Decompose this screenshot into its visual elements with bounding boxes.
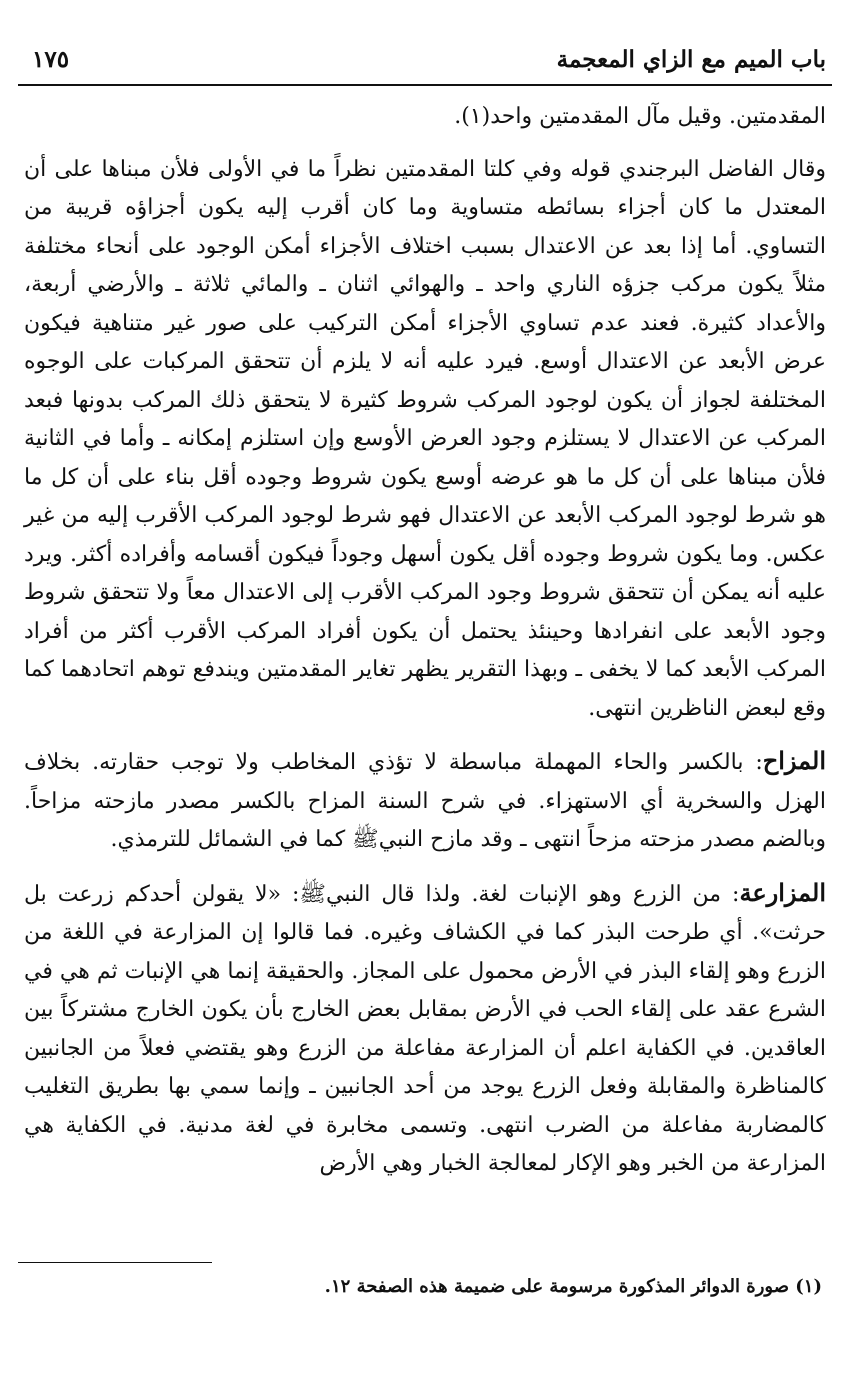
document-page <box>18 36 832 1356</box>
page-number: ١٧٥ <box>32 46 70 73</box>
entry-definition: : من الزرع وهو الإنبات لغة. ولذا قال النبيﷺ: «لا يقولن أحدكم زرعت بل حرثت». أي طرحت البذر كما في الكشاف وغيره. فما قالوا إن المزارعة في اللغة من الزرع وهو إلقاء البذر في الأرض محمول على المجاز. والحقيقة إنما هي الإنبات ثم هي في الشرع عقد على إلقاء الحب في الأرض بمقابل بعض الخارج بأن يكون الخارج مشتركاً بين العاقدين. في الكفاية اعلم أن المزارعة مفاعلة من الزرع وهو يقتضي فعلاً من الجانبين كالمناظرة والمقابلة وفعل الزرع يوجد من أحد الجانبين ـ وإنما سمي بها بطريق التغليب كالمضاربة مفاعلة من الضرب انتهى. وتسمى مخابرة في لغة مدنية. في الكفاية هي المزارعة من الخبر وهو الإكار لمعالجة الخبار وهي الأرض <box>24 881 827 1176</box>
footnote: (١) صورة الدوائر المذكورة مرسومة على ضميمة هذه الصفحة ١٢. <box>324 1276 822 1297</box>
entry-definition: : بالكسر والحاء المهملة مباسطة لا تؤذي المخاطب ولا توجب حقارته. بخلاف الهزل والسخرية أي الاستهزاء. في شرح السنة المزاح بالكسر مصدر مازحته مزاحاً. وبالضم مصدر مزحته مزحاً انتهى ـ وقد مازح النبيﷺ كما في الشمائل للترمذي. <box>24 750 826 852</box>
chapter-title: باب الميم مع الزاي المعجمة <box>556 46 826 73</box>
entry-mizah <box>24 742 826 860</box>
entry-headword: المزاح <box>762 746 826 775</box>
entry-headword: المزارعة <box>739 877 826 907</box>
paragraph-continuation <box>24 98 826 137</box>
paragraph-text: المقدمتين. وقيل مآل المقدمتين واحد(١). <box>454 104 826 129</box>
body-text <box>18 98 832 1184</box>
paragraph-text: وقال الفاضل البرجندي قوله وفي كلتا المقدمتين نظراً ما في الأولى فلأن مبناها على أن المعتدل ما كان أجزاء بسائطه متساوية وما كان أقرب إليه يكون أجزاؤه قريبة من التساوي. أما إذا بعد عن الاعتدال بسبب اختلاف الأجزاء أمكن الوجود على أنحاء مختلفة مثلاً يكون مركب جزؤه الناري واحد ـ والهوائي اثنان ـ والمائي ثلاثة ـ والأرضي أربعة، والأعداد كثيرة. فعند عدم تساوي الأجزاء أمكن التركيب على صور غير متناهية فيكون عرض الأبعد عن الاعتدال أوسع. فيرد عليه أنه لا يلزم أن تتحقق المركبات على الوجوه المختلفة لجواز أن يكون لوجود المركب شروط كثيرة لا يتحقق ذلك المركب بدونها فبعد المركب عن الاعتدال لا يستلزم وجود العرض الأوسع وإن استلزم إمكانه ـ وأما في الثانية فلأن مبناها على أن كل ما هو عرضه أوسع يكون شروط وجوده أقل بناء على أن كل ما هو شرط لوجود المركب الأبعد عن الاعتدال فهو شرط لوجود المركب الأقرب إليه من غير عكس. وما يكون شروط وجوده أقل يكون أسهل وجوداً فيكون أقسامه وأفراده أكثر. ويرد عليه أنه يمكن أن تتحقق شروط وجود المركب الأقرب إلى الاعتدال معاً ولا تتحقق شروط وجود الأبعد على انفرادها وحينئذ يحتمل أن يكون أفراد المركب الأقرب أكثر من أفراد المركب الأبعد كما لا يخفى ـ وبهذا التقرير يظهر تغاير المقدمتين ويندفع توهم اتحادهما كما وقع لبعض الناظرين انتهى. <box>24 156 826 721</box>
footnote-divider <box>18 1262 212 1263</box>
paragraph-barjandi <box>24 151 826 729</box>
running-header <box>18 36 832 86</box>
entry-muzaraa <box>24 874 826 1184</box>
